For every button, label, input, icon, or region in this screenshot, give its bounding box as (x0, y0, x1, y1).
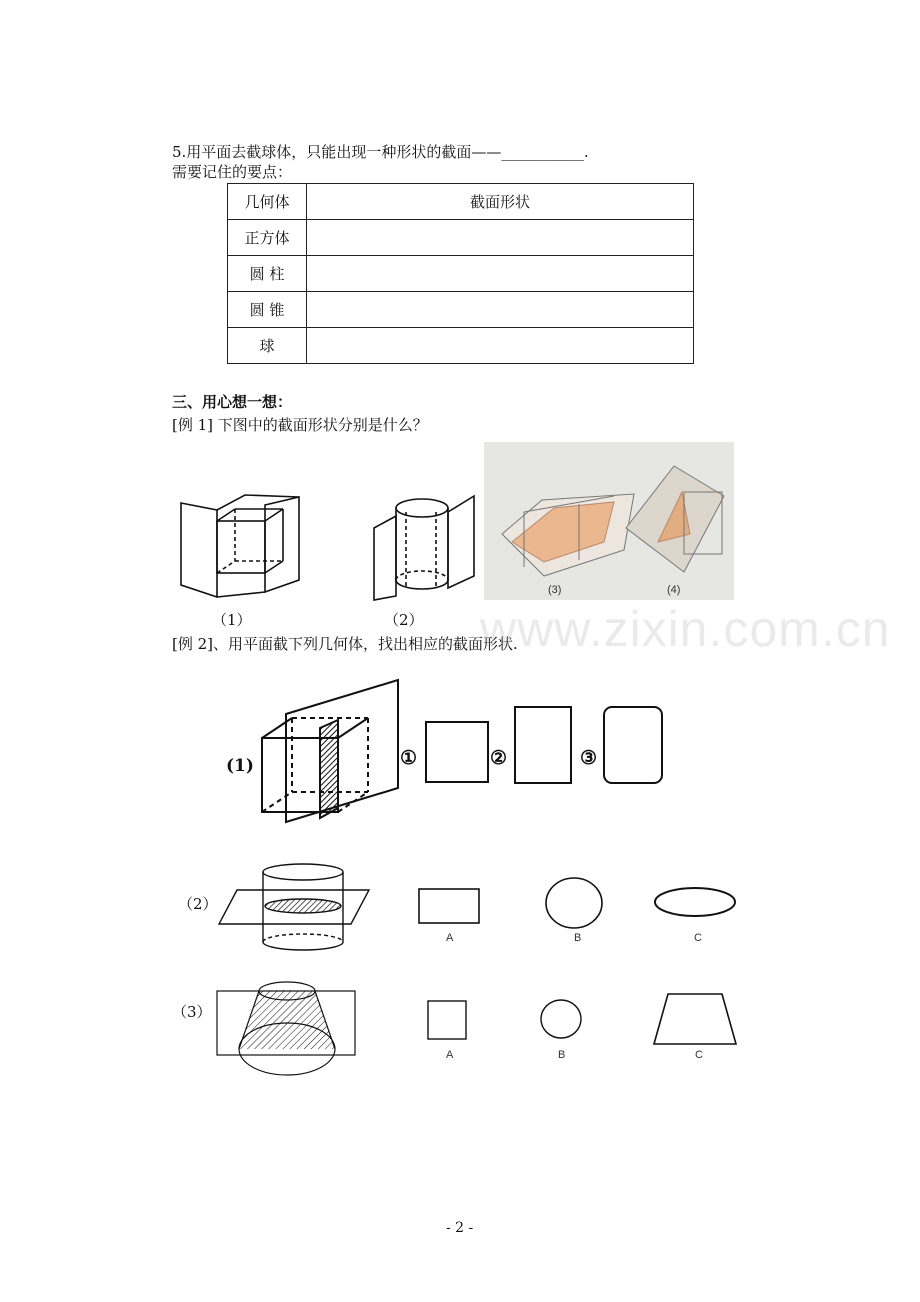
example-2-text: [例 2]、用平面截下列几何体，找出相应的截面形状. (172, 635, 518, 653)
watermark-text: www.zixin.com.cn (480, 601, 891, 657)
option-marker: ③ (580, 747, 598, 769)
page-number: - 2 - (446, 1220, 474, 1236)
table-row (228, 328, 694, 364)
option-marker: ② (490, 747, 508, 769)
cylinder-plane-figure (370, 488, 480, 603)
cross-section-table (227, 183, 694, 364)
option-circle-shape[interactable] (542, 876, 606, 932)
option-label: B (558, 1049, 566, 1061)
table-header-row (228, 184, 694, 220)
key-points-note: 需要记住的要点： (172, 163, 293, 181)
example-1-text: [例 1] 下图中的截面形状分别是什么？ (172, 416, 428, 434)
option-rectangle-shape[interactable] (416, 886, 482, 926)
table-cell: 圆 柱 (228, 256, 307, 292)
photo-label: (4) (667, 584, 681, 596)
row-label: （3） (172, 1003, 212, 1021)
table-cell-answer[interactable] (307, 256, 694, 292)
question-5: 5.用平面去截球体，只能出现一种形状的截面——___________. (172, 143, 589, 161)
option-square-shape[interactable] (422, 718, 492, 786)
table-row (228, 256, 694, 292)
option-ellipse-shape[interactable] (652, 885, 738, 919)
photo-figure-3-4 (484, 442, 734, 600)
table-row (228, 292, 694, 328)
frustum-plane-figure (215, 975, 360, 1083)
table-cell: 圆 锥 (228, 292, 307, 328)
table-header-cell: 截面形状 (307, 184, 694, 220)
photo-label: (3) (548, 584, 562, 596)
option-label: A (446, 932, 454, 944)
option-label: C (694, 932, 702, 944)
figure-label: （1） (212, 611, 252, 629)
option-label: C (695, 1049, 703, 1061)
option-label: A (446, 1049, 454, 1061)
table-row (228, 220, 694, 256)
cube-plane-figure (175, 485, 305, 605)
option-circle-shape[interactable] (538, 998, 586, 1042)
table-header-cell: 几何体 (228, 184, 307, 220)
option-rectangle-shape[interactable] (512, 704, 576, 786)
cylinder-horizontal-plane-figure (215, 860, 375, 960)
option-trapezoid-shape[interactable] (652, 990, 740, 1048)
table-cell: 球 (228, 328, 307, 364)
option-rounded-rectangle-shape[interactable] (601, 704, 665, 786)
section-3-title: 三、用心想一想： (172, 393, 293, 411)
photo-drawing (484, 442, 734, 600)
option-square-shape[interactable] (425, 998, 471, 1042)
cube-vertical-plane-figure (258, 678, 408, 828)
table-cell-answer[interactable] (307, 328, 694, 364)
row-label: (1) (226, 756, 254, 776)
row-label: （2） (178, 895, 218, 913)
table-cell-answer[interactable] (307, 292, 694, 328)
figure-label: （2） (384, 611, 424, 629)
table-cell: 正方体 (228, 220, 307, 256)
option-marker: ① (400, 747, 418, 769)
table-cell-answer[interactable] (307, 220, 694, 256)
option-label: B (574, 932, 582, 944)
